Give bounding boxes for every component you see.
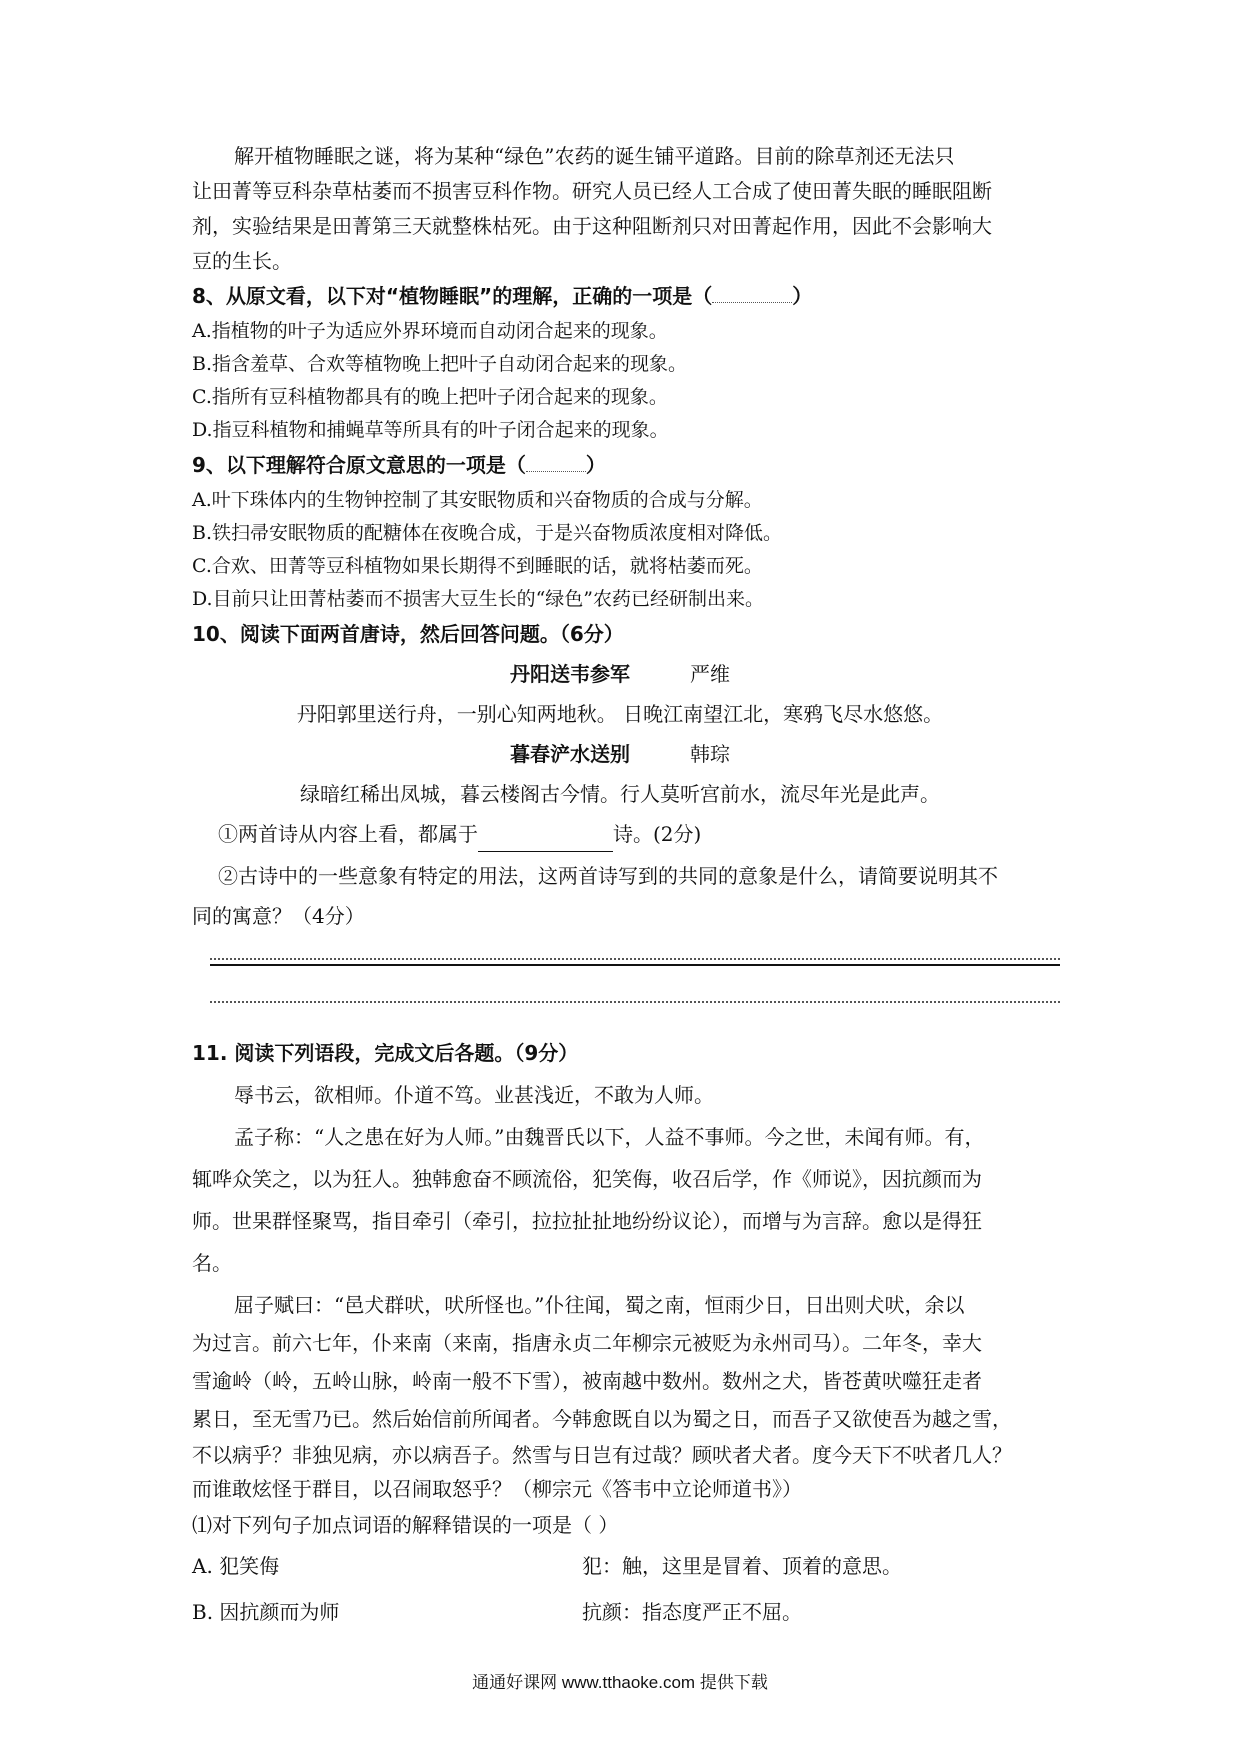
- passage-p2-line-4: 名。: [192, 1251, 232, 1275]
- sub-1-after: 诗。(2分): [613, 822, 702, 846]
- question-8-option-b: B.指含羞草、合欢等植物晚上把叶子自动闭合起来的现象。: [192, 353, 688, 375]
- question-9-option-b: B.铁扫帚安眠物质的配糖体在夜晚合成，于是兴奋物质浓度相对降低。: [192, 522, 783, 544]
- question-10-sub-2-line-1: ②古诗中的一些意象有特定的用法，这两首诗写到的共同的意象是什么，请简要说明其不: [218, 864, 998, 888]
- answer-blank-9[interactable]: [526, 453, 586, 472]
- passage-p3-line-1: 屈子赋曰：“邑犬群吠，吠所怪也。”仆往闻，蜀之南，恒雨少日，日出则犬吠，余以: [234, 1293, 965, 1317]
- question-11-option-a: [192, 1548, 1060, 1584]
- question-9-stem: [192, 447, 1060, 483]
- question-8-close: ）: [792, 284, 813, 308]
- passage-p3-line-2: 为过言。前六七年，仆来南（来南，指唐永贞二年柳宗元被贬为永州司马）。二年冬，幸大: [192, 1331, 982, 1355]
- question-9-option-a: A.叶下珠体内的生物钟控制了其安眠物质和兴奋物质的合成与分解。: [192, 489, 763, 511]
- passage-paragraph-1: 辱书云，欲相师。仆道不笃。业甚浅近，不敢为人师。: [234, 1083, 714, 1107]
- question-11-option-b: [192, 1594, 1060, 1630]
- answer-blank-8[interactable]: [712, 284, 792, 303]
- question-9-option-c: C.合欢、田菁等豆科植物如果长期得不到睡眠的话，就将枯萎而死。: [192, 555, 763, 577]
- question-9-option-d: D.目前只让田菁枯萎而不损害大豆生长的“绿色”农药已经研制出来。: [192, 588, 765, 610]
- passage-p3-line-4: 累日，至无雪乃已。然后始信前所闻者。今韩愈既自以为蜀之日，而吾子又欲使吾为越之雪，: [192, 1407, 1012, 1431]
- question-9-close: ）: [585, 453, 606, 477]
- answer-line-solid: [210, 964, 1060, 966]
- answer-line-dotted-1[interactable]: [210, 958, 1060, 960]
- option-b-phrase: B. 因抗颜而为师: [192, 1600, 340, 1624]
- page-footer: 通通好课网 www.tthaoke.com 提供下载: [472, 1673, 768, 1692]
- answer-line-dotted-2[interactable]: [210, 1001, 1060, 1003]
- question-10-stem: 10、阅读下面两首唐诗，然后回答问题。（6分）: [192, 622, 624, 646]
- question-8-option-a: A.指植物的叶子为适应外界环境而自动闭合起来的现象。: [192, 320, 668, 342]
- question-8-stem: [192, 278, 1060, 314]
- intro-line-1: 解开植物睡眠之谜，将为某种“绿色”农药的诞生铺平道路。目前的除草剂还无法只: [234, 144, 955, 168]
- sub-1-before: ①两首诗从内容上看，都属于: [218, 822, 478, 846]
- question-11-sub-1: ⑴对下列句子加点词语的解释错误的一项是（ ）: [192, 1513, 619, 1537]
- answer-blank-10-1[interactable]: [478, 829, 613, 852]
- question-10-sub-2-line-2: 同的寓意？（4分）: [192, 904, 365, 928]
- poem-1-author: 严维: [690, 662, 730, 686]
- question-8-text: 8、从原文看，以下对“植物睡眠”的理解，正确的一项是（: [192, 284, 713, 308]
- question-8-option-c: C.指所有豆科植物都具有的晚上把叶子闭合起来的现象。: [192, 386, 668, 408]
- intro-line-2: 让田菁等豆科杂草枯萎而不损害豆科作物。研究人员已经人工合成了使田菁失眠的睡眠阻断: [192, 179, 992, 203]
- poem-1-text: 丹阳郭里送行舟，一别心知两地秋。 日晚江南望江北，寒鸦飞尽水悠悠。: [296, 702, 944, 726]
- passage-p3-line-5: 不以病乎？非独见病，亦以病吾子。然雪与日岂有过哉？顾吠者犬者。度今天下不吠者几人？: [192, 1443, 1012, 1467]
- question-11-stem: 11. 阅读下列语段，完成文后各题。（9分）: [192, 1041, 579, 1065]
- passage-p2-line-3: 师。世果群怪聚骂，指目牵引（牵引，拉拉扯扯地纷纷议论），而增与为言辞。愈以是得狂: [192, 1209, 982, 1233]
- poem-1-title: 丹阳送韦参军: [510, 662, 630, 686]
- poem-1-heading: [0, 656, 1240, 692]
- question-10-sub-1: [218, 816, 1060, 852]
- passage-p2-line-2: 辄哗众笑之，以为狂人。独韩愈奋不顾流俗，犯笑侮，收召后学，作《师说》，因抗颜而为: [192, 1167, 982, 1191]
- option-a-phrase: A. 犯笑侮: [192, 1554, 280, 1578]
- passage-p2-line-1: 孟子称：“人之患在好为人师。”由魏晋氏以下，人益不事师。今之世，未闻有师。有，: [234, 1125, 985, 1149]
- option-a-explanation: 犯：触，这里是冒着、顶着的意思。: [582, 1554, 902, 1578]
- question-8-option-d: D.指豆科植物和捕蝇草等所具有的叶子闭合起来的现象。: [192, 419, 669, 441]
- poem-2-text: 绿暗红稀出凤城，暮云楼阁古今情。行人莫听宫前水，流尽年光是此声。: [300, 782, 940, 806]
- passage-p3-line-3: 雪逾岭（岭，五岭山脉，岭南一般不下雪），被南越中数州。数州之犬，皆苍黄吠噬狂走者: [192, 1369, 982, 1393]
- option-b-explanation: 抗颜：指态度严正不屈。: [582, 1600, 802, 1624]
- intro-line-3: 剂，实验结果是田菁第三天就整株枯死。由于这种阻断剂只对田菁起作用，因此不会影响大: [192, 214, 992, 238]
- poem-2-title: 暮春浐水送别: [510, 742, 630, 766]
- poem-2-author: 韩琮: [690, 742, 730, 766]
- passage-p3-line-6: 而谁敢炫怪于群目，以召闹取怒乎？（柳宗元《答韦中立论师道书》）: [192, 1477, 802, 1501]
- poem-2-heading: [0, 736, 1240, 772]
- question-9-text: 9、以下理解符合原文意思的一项是（: [192, 453, 526, 477]
- intro-line-4: 豆的生长。: [192, 249, 292, 273]
